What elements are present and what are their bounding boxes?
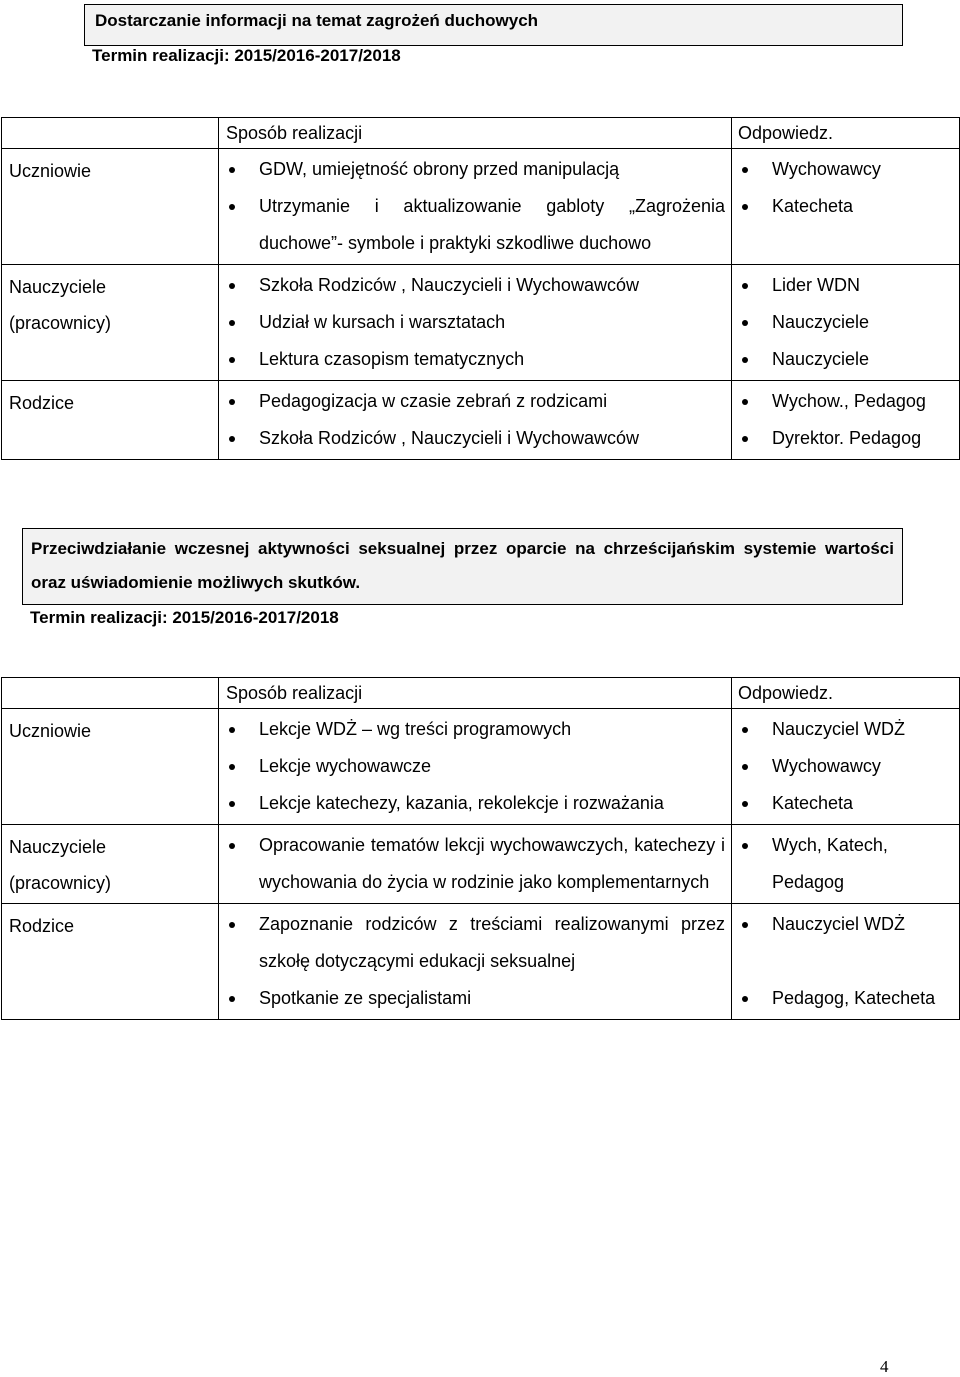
method-list [259, 906, 725, 1017]
method-header: Sposób realizacji [219, 118, 732, 149]
group-name: Nauczyciele (pracownicy) [2, 825, 219, 904]
responsible-header: Odpowiedz. [732, 678, 960, 709]
table-header-row [2, 678, 960, 709]
responsible-list [772, 827, 953, 901]
section1-term: Termin realizacji: 2015/2016-2017/2018 [92, 46, 401, 65]
section2-title-box [22, 528, 903, 605]
responsible-list [772, 151, 953, 225]
list-item: Pedagog, Katecheta [772, 980, 953, 1017]
list-item: Pedagogizacja w czasie zebrań z rodzicami [259, 383, 725, 420]
section2-table [1, 677, 960, 1020]
method-list [259, 711, 725, 822]
list-item: Udział w kursach i warsztatach [259, 304, 725, 341]
table-row [2, 904, 960, 1020]
method-header: Sposób realizacji [219, 678, 732, 709]
group-name: Uczniowie [2, 149, 219, 265]
table-row [2, 149, 960, 265]
method-list [259, 383, 725, 457]
list-item: Lekcje katechezy, kazania, rekolekcje i rozważania [259, 785, 725, 822]
table-row [2, 381, 960, 460]
responsible-list [772, 711, 953, 822]
list-item: Wychow., Pedagog [772, 383, 953, 420]
table-row [2, 265, 960, 381]
responsible-list [772, 906, 953, 1017]
list-item: Lider WDN [772, 267, 953, 304]
section1-table [1, 117, 960, 460]
section2-title: Przeciwdziałanie wczesnej aktywności seksualnej przez oparcie na chrześcijańskim systemie wartości oraz uświadomienie możliwych skutków. [31, 539, 894, 592]
table-header-row [2, 118, 960, 149]
list-item: Wychowawcy [772, 151, 953, 188]
list-item: Zapoznanie rodziców z treściami realizowanymi przez szkołę dotyczącymi edukacji seksualnej [259, 906, 725, 980]
list-item: Nauczyciele [772, 341, 953, 378]
responsible-list [772, 267, 953, 378]
list-item: Katecheta [772, 785, 953, 822]
list-item: Spotkanie ze specjalistami [259, 980, 725, 1017]
method-list [259, 827, 725, 901]
list-item: Opracowanie tematów lekcji wychowawczych, katechezy i wychowania do życia w rodzinie jako komplementarnych [259, 827, 725, 901]
list-item: Lekcje wychowawcze [259, 748, 725, 785]
list-item: Utrzymanie i aktualizowanie gabloty „Zagrożenia duchowe”- symbole i praktyki szkodliwe duchowo [259, 188, 725, 262]
table-row [2, 709, 960, 825]
list-item: Nauczyciel WDŻ [772, 711, 953, 748]
list-item: Wych, Katech, Pedagog [772, 827, 892, 901]
page-number: 4 [880, 1357, 889, 1376]
list-item: Szkoła Rodziców , Nauczycieli i Wychowawców [259, 420, 725, 457]
list-item: Lekcje WDŻ – wg treści programowych [259, 711, 725, 748]
method-list [259, 151, 725, 262]
group-name: Rodzice [2, 381, 219, 460]
responsible-header: Odpowiedz. [732, 118, 960, 149]
group-name: Nauczyciele (pracownicy) [2, 265, 219, 381]
list-item: GDW, umiejętność obrony przed manipulacją [259, 151, 725, 188]
group-name: Rodzice [2, 904, 219, 1020]
method-list [259, 267, 725, 378]
list-item: Dyrektor. Pedagog [772, 420, 953, 457]
list-item: Szkoła Rodziców , Nauczycieli i Wychowawców [259, 267, 725, 304]
list-item: Nauczyciele [772, 304, 953, 341]
list-item: Lektura czasopism tematycznych [259, 341, 725, 378]
section1-title-box [84, 4, 903, 46]
table-row [2, 825, 960, 904]
group-name: Uczniowie [2, 709, 219, 825]
list-item: Nauczyciel WDŻ [772, 906, 953, 943]
section1-title: Dostarczanie informacji na temat zagrożeń duchowych [95, 11, 539, 30]
section2-term: Termin realizacji: 2015/2016-2017/2018 [30, 608, 339, 627]
list-item: Wychowawcy [772, 748, 953, 785]
list-item: Katecheta [772, 188, 953, 225]
responsible-list [772, 383, 953, 457]
